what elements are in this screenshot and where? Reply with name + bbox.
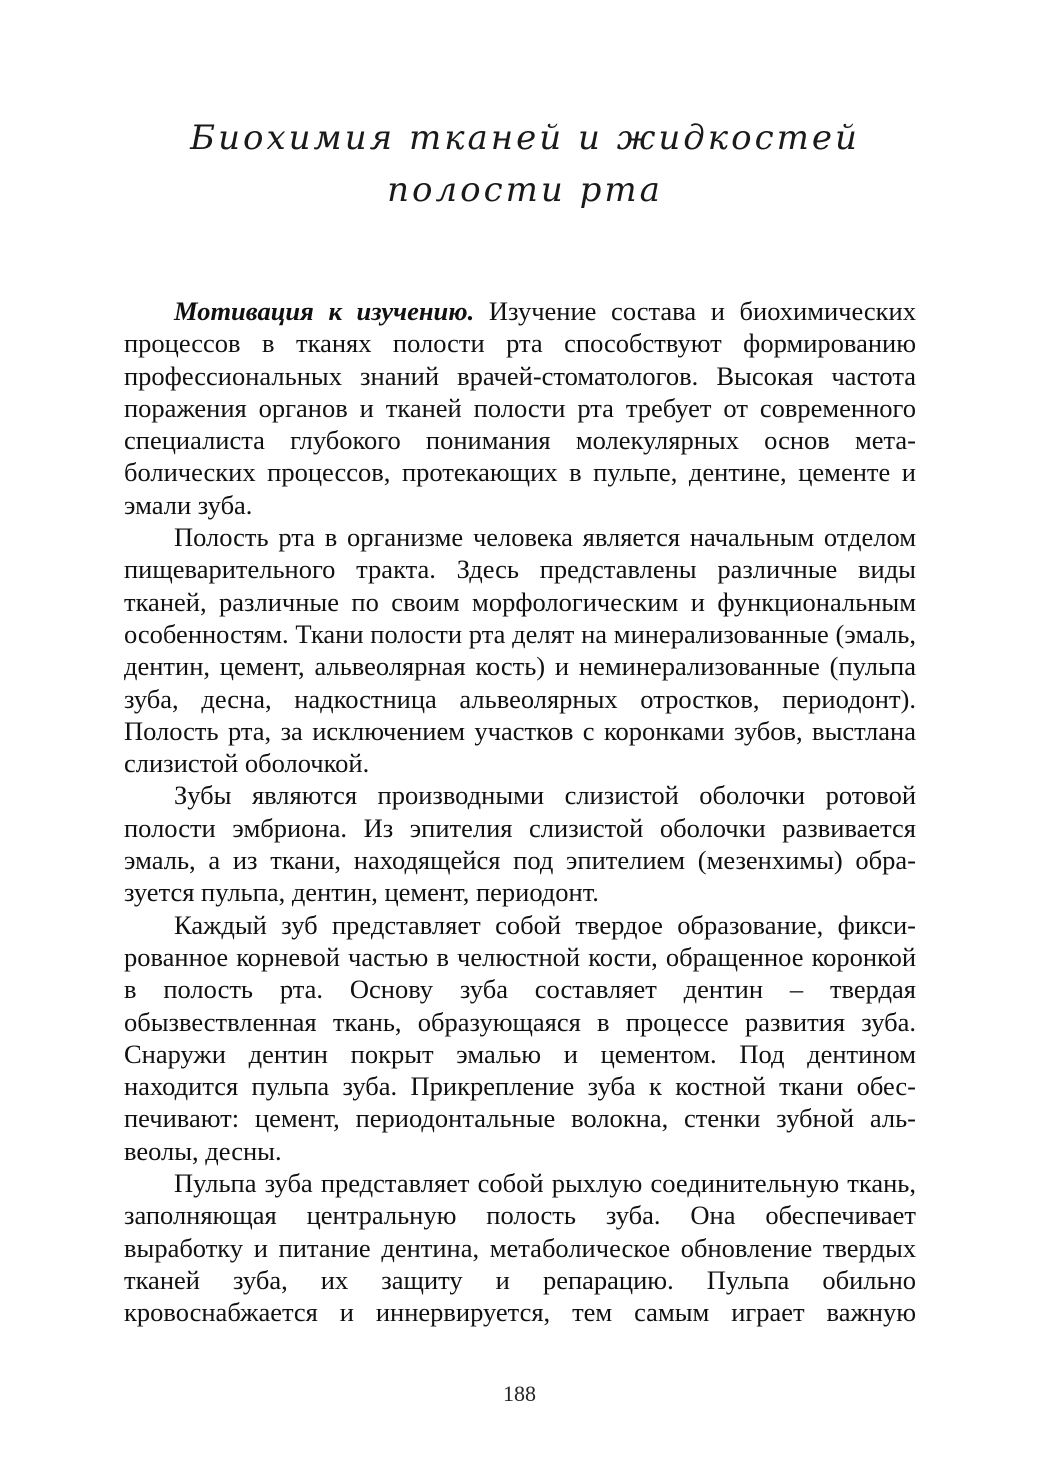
chapter-title-line-2: полости рта: [387, 170, 663, 210]
chapter-title: [110, 112, 940, 216]
paragraph-pulp: Пульпа зуба представляет собой рыхлую соединительную ткань, заполняющая центральную полость зуба. Она обеспечивает выработку и питание дентина, метаболическое обновление твердых тканей зуба, их защиту и репарацию. Пульпа обильно кровоснабжается и иннервируется, тем самым играет важную: [124, 1168, 916, 1328]
paragraph-text: Изучение состава и биохимических процессов в тканях полости рта способствуют формированию профессиональных знаний врачей-стоматологов. Высокая частота поражения органов и тканей полости рта требует от современного специалиста глубокого понимания молекулярных основ метаболических процессов, протекающих в пульпе, дентине, цементе и эмали зуба.: [124, 296, 916, 520]
paragraph-motivation: [124, 295, 916, 521]
paragraph-lead: Мотивация к изучению.: [174, 296, 475, 326]
chapter-title-line-1: Биохимия тканей и жидкостей: [190, 118, 860, 158]
page-number: 188: [503, 1381, 536, 1406]
paragraph-oral-cavity: Полость рта в организме человека является начальным отделом пищеварительного тракта. Здесь представлены различные виды тканей, различные по своим морфологическим и функциональным особенностям. Ткани полости рта делят на минерализованные (эмаль, дентин, цемент, альвеолярная кость) и неминерализованные (пульпа зуба, десна, надкостница альвеолярных отростков, периодонт). Полость рта, за исключением участков с коронками зубов, выстлана слизистой оболочкой.: [124, 522, 916, 779]
paragraph-teeth-origin: Зубы являются производными слизистой оболочки ротовой полости эмбриона. Из эпителия слизистой оболочки развивается эмаль, а из ткани, находящейся под эпителием (мезенхимы) образуется пульпа, дентин, цемент, периодонт.: [124, 780, 916, 908]
paragraph-tooth-structure: Каждый зуб представляет собой твердое образование, фиксированное корневой частью в челюстной кости, обращенное коронкой в полость рта. Основу зуба составляет дентин – твердая обызвествленная ткань, образующаяся в процессе развития зуба. Снаружи дентин покрыт эмалью и цементом. Под дентином находится пульпа зуба. Прикрепление зуба к костной ткани обеспечивают: цемент, периодонтальные волокна, стенки зубной альвеолы, десны.: [124, 909, 916, 1166]
body-text: [124, 295, 916, 1329]
